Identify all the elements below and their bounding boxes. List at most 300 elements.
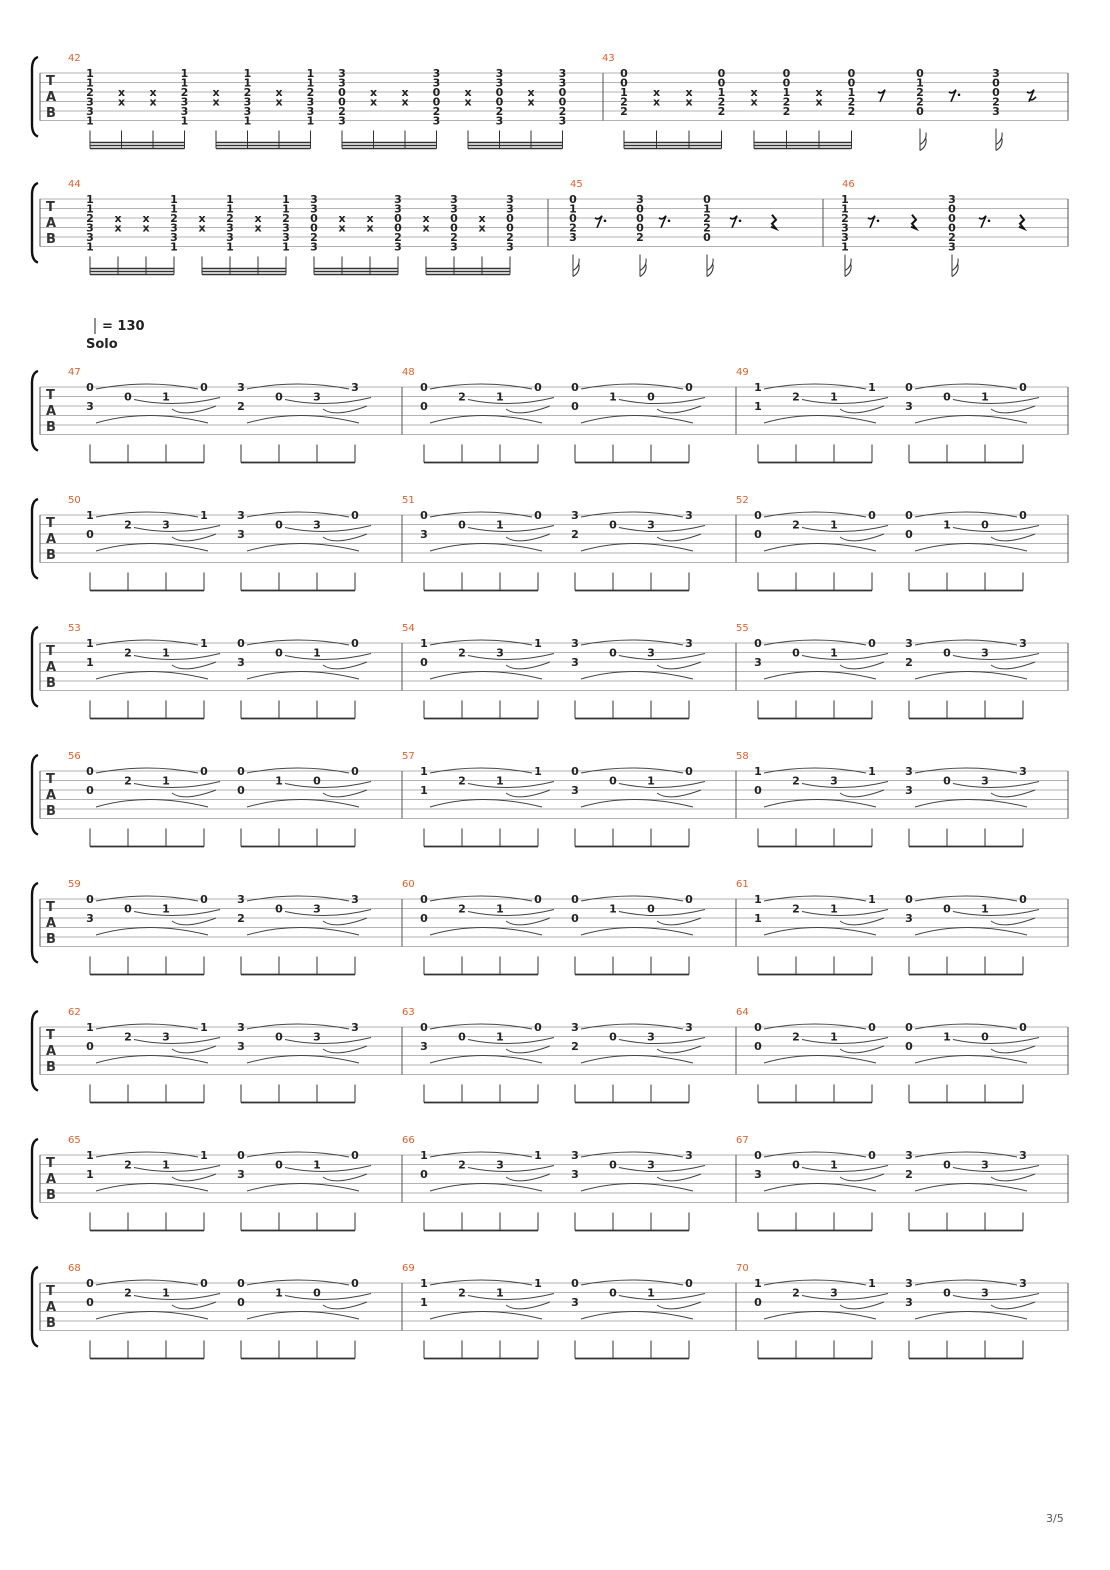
system-bracket bbox=[32, 883, 38, 963]
system-bracket bbox=[32, 371, 38, 451]
tie-arc bbox=[96, 512, 198, 517]
fret-number: 0 bbox=[905, 893, 913, 906]
fret-number: 1 bbox=[180, 76, 189, 90]
tie-arc bbox=[134, 654, 220, 660]
fret-number: 0 bbox=[495, 95, 504, 109]
fret-number: 1 bbox=[282, 240, 290, 254]
dead-note: x bbox=[275, 86, 283, 99]
tie-arc bbox=[506, 534, 550, 541]
tie-arc bbox=[430, 544, 542, 552]
fret-number: 0 bbox=[943, 390, 951, 404]
fret-number: 3 bbox=[237, 1040, 245, 1053]
fret-number: 0 bbox=[847, 76, 856, 90]
fret-number: 3 bbox=[450, 240, 458, 254]
fret-number: 0 bbox=[948, 202, 956, 216]
fret-number: 0 bbox=[86, 381, 94, 394]
measure bbox=[736, 1135, 1039, 1231]
note-flag bbox=[996, 133, 1002, 151]
tie-arc bbox=[764, 544, 876, 552]
measure-number: 69 bbox=[402, 1263, 415, 1274]
fret-number: 0 bbox=[981, 518, 989, 532]
measure-number: 57 bbox=[402, 751, 415, 762]
fret-number: 0 bbox=[609, 1030, 617, 1044]
measure bbox=[68, 751, 402, 847]
fret-number: 3 bbox=[685, 637, 693, 650]
fret-number: 2 bbox=[124, 774, 132, 788]
tie-arc bbox=[764, 1312, 876, 1320]
measure-number: 65 bbox=[68, 1135, 81, 1146]
fret-number: 0 bbox=[237, 765, 245, 778]
tie-arc bbox=[764, 1184, 876, 1192]
tab-clef-t: T bbox=[46, 772, 55, 787]
fret-number: 1 bbox=[162, 774, 170, 788]
fret-number: 0 bbox=[754, 509, 762, 522]
fret-number: 0 bbox=[86, 784, 94, 797]
tie-arc bbox=[764, 800, 876, 808]
tie-arc bbox=[802, 782, 888, 788]
dead-note: x bbox=[114, 212, 122, 225]
measure bbox=[736, 879, 1039, 975]
fret-number: 1 bbox=[170, 193, 178, 206]
measure bbox=[68, 623, 402, 719]
fret-number: 3 bbox=[905, 637, 913, 650]
solo-system bbox=[32, 623, 1068, 719]
tie-arc bbox=[915, 1024, 1017, 1029]
measure bbox=[402, 623, 736, 719]
tie-arc bbox=[172, 534, 216, 541]
fret-number: 0 bbox=[647, 902, 655, 916]
tab-clef-b: B bbox=[46, 232, 56, 247]
tie-arc bbox=[468, 526, 554, 532]
tab-clef-b: B bbox=[46, 676, 56, 691]
tab-clef-b: B bbox=[46, 804, 56, 819]
fret-number: 1 bbox=[534, 637, 542, 650]
fret-number: 0 bbox=[717, 67, 726, 80]
fret-number: 3 bbox=[992, 67, 1000, 80]
fret-number: 3 bbox=[338, 67, 346, 80]
fret-number: 2 bbox=[458, 1286, 466, 1300]
tie-arc bbox=[581, 416, 693, 424]
system-bracket bbox=[32, 755, 38, 835]
fret-number: 0 bbox=[351, 765, 359, 778]
tie-arc bbox=[247, 928, 359, 936]
fret-number: 2 bbox=[282, 212, 290, 225]
dead-note: x bbox=[815, 95, 823, 109]
fret-number: 0 bbox=[420, 1168, 428, 1181]
dead-note: x bbox=[815, 86, 823, 99]
fret-number: 3 bbox=[685, 1149, 693, 1162]
tie-arc bbox=[991, 406, 1035, 413]
fret-number: 0 bbox=[200, 765, 208, 778]
fret-number: 2 bbox=[620, 105, 628, 118]
fret-number: 3 bbox=[243, 105, 252, 118]
tie-arc bbox=[506, 790, 550, 797]
fret-number: 2 bbox=[792, 902, 800, 916]
fret-number: 1 bbox=[200, 509, 208, 522]
fret-number: 2 bbox=[124, 1030, 132, 1044]
fret-number: 0 bbox=[86, 765, 94, 778]
fret-number: 3 bbox=[495, 76, 504, 90]
dead-note: x bbox=[527, 95, 535, 109]
tie-arc bbox=[247, 800, 359, 808]
fret-number: 0 bbox=[420, 509, 428, 522]
tab-clef-b: B bbox=[46, 106, 56, 121]
system-bracket bbox=[32, 57, 38, 137]
tie-arc bbox=[285, 782, 371, 788]
dead-note: x bbox=[198, 221, 206, 235]
fret-number: 3 bbox=[86, 105, 94, 118]
note-flag bbox=[640, 259, 646, 277]
tie-arc bbox=[915, 416, 1027, 424]
fret-number: 0 bbox=[571, 893, 579, 906]
measure bbox=[68, 1263, 402, 1359]
fret-number: 0 bbox=[609, 646, 617, 660]
fret-number: 3 bbox=[992, 105, 1000, 118]
measure bbox=[68, 1007, 402, 1103]
tie-arc bbox=[915, 640, 1017, 645]
measure-number: 54 bbox=[402, 623, 415, 634]
rest-dot bbox=[668, 219, 671, 222]
fret-number: 0 bbox=[237, 1277, 245, 1290]
tie-arc bbox=[285, 526, 371, 532]
measure-number: 56 bbox=[68, 751, 81, 762]
tie-arc bbox=[96, 768, 198, 773]
dead-note: x bbox=[198, 212, 206, 225]
tie-arc bbox=[323, 534, 367, 541]
dead-note: x bbox=[464, 86, 472, 99]
fret-number: 3 bbox=[647, 1158, 655, 1172]
tie-arc bbox=[764, 416, 876, 424]
fret-number: 2 bbox=[458, 902, 466, 916]
tie-arc bbox=[247, 672, 359, 680]
fret-number: 3 bbox=[237, 509, 245, 522]
fret-number: 1 bbox=[420, 1296, 428, 1309]
tie-arc bbox=[840, 406, 884, 413]
fret-number: 1 bbox=[243, 76, 252, 90]
fret-number: 1 bbox=[647, 774, 655, 788]
fret-number: 3 bbox=[571, 509, 579, 522]
fret-number: 3 bbox=[685, 1021, 693, 1034]
fret-number: 0 bbox=[124, 902, 132, 916]
fret-number: 1 bbox=[496, 390, 504, 404]
tie-arc bbox=[581, 1280, 683, 1285]
tie-arc bbox=[953, 1038, 1039, 1044]
fret-number: 0 bbox=[847, 67, 856, 80]
dead-note: x bbox=[750, 95, 758, 109]
fret-number: 1 bbox=[534, 765, 542, 778]
tie-arc bbox=[506, 1302, 550, 1309]
fret-number: 0 bbox=[338, 86, 346, 99]
rest-dot bbox=[877, 219, 880, 222]
tie-arc bbox=[468, 398, 554, 404]
note-flag bbox=[573, 259, 579, 277]
dead-note: x bbox=[142, 212, 150, 225]
tie-arc bbox=[323, 1302, 367, 1309]
tie-arc bbox=[247, 1312, 359, 1320]
fret-number: 0 bbox=[310, 221, 318, 235]
fret-number: 0 bbox=[943, 902, 951, 916]
tie-arc bbox=[430, 768, 532, 773]
quarter-rest bbox=[911, 215, 916, 229]
fret-number: 2 bbox=[495, 105, 504, 118]
fret-number: 2 bbox=[703, 221, 711, 235]
fret-number: 3 bbox=[237, 1021, 245, 1034]
fret-number: 1 bbox=[86, 67, 94, 80]
measure-number: 64 bbox=[736, 1007, 749, 1018]
fret-number: 2 bbox=[432, 105, 441, 118]
solo-system bbox=[32, 367, 1068, 463]
tie-arc bbox=[247, 1280, 349, 1285]
tie-arc bbox=[581, 384, 683, 389]
fret-number: 3 bbox=[180, 105, 189, 118]
fret-number: 3 bbox=[170, 221, 178, 235]
fret-number: 0 bbox=[571, 912, 579, 925]
tie-arc bbox=[915, 1312, 1027, 1320]
tie-arc bbox=[915, 1280, 1017, 1285]
dead-note: x bbox=[254, 221, 262, 235]
fret-number: 3 bbox=[313, 518, 321, 532]
fret-number: 3 bbox=[432, 76, 441, 90]
tab-clef-b: B bbox=[46, 1188, 56, 1203]
tie-arc bbox=[323, 662, 367, 669]
rest-dot bbox=[988, 219, 991, 222]
tie-arc bbox=[172, 1046, 216, 1053]
tie-arc bbox=[247, 512, 349, 517]
fret-number: 2 bbox=[905, 1168, 913, 1181]
tab-clef-t: T bbox=[46, 1028, 55, 1043]
fret-number: 0 bbox=[1019, 1021, 1027, 1034]
fret-number: 0 bbox=[754, 1149, 762, 1162]
fret-number: 1 bbox=[620, 86, 628, 99]
tie-arc bbox=[619, 910, 705, 916]
fret-number: 3 bbox=[351, 381, 359, 394]
fret-number: 1 bbox=[86, 637, 94, 650]
tab-clef-a: A bbox=[46, 916, 57, 931]
fret-number: 0 bbox=[916, 67, 924, 80]
tie-arc bbox=[96, 896, 198, 901]
tie-arc bbox=[285, 654, 371, 660]
fret-number: 0 bbox=[506, 212, 514, 225]
fret-number: 3 bbox=[905, 784, 913, 797]
fret-number: 3 bbox=[905, 1277, 913, 1290]
fret-number: 1 bbox=[162, 1286, 170, 1300]
tie-arc bbox=[840, 1046, 884, 1053]
tie-arc bbox=[764, 672, 876, 680]
fret-number: 0 bbox=[237, 784, 245, 797]
fret-number: 0 bbox=[458, 518, 466, 532]
tie-arc bbox=[247, 384, 349, 389]
fret-number: 0 bbox=[905, 1021, 913, 1034]
fret-number: 0 bbox=[571, 765, 579, 778]
fret-number: 2 bbox=[992, 95, 1000, 109]
fret-number: 2 bbox=[558, 105, 567, 118]
tie-arc bbox=[581, 768, 683, 773]
fret-number: 3 bbox=[313, 902, 321, 916]
fret-number: 0 bbox=[420, 912, 428, 925]
fret-number: 1 bbox=[647, 1286, 655, 1300]
tie-arc bbox=[247, 1184, 359, 1192]
measure-number: 49 bbox=[736, 367, 749, 378]
eighth-rest bbox=[979, 216, 986, 228]
fret-number: 3 bbox=[571, 1296, 579, 1309]
fret-number: 1 bbox=[841, 240, 849, 254]
fret-number: 0 bbox=[647, 390, 655, 404]
tie-arc bbox=[430, 1280, 532, 1285]
measure-number: 59 bbox=[68, 879, 81, 890]
fret-number: 3 bbox=[237, 656, 245, 669]
fret-number: 3 bbox=[394, 202, 402, 216]
fret-number: 1 bbox=[86, 656, 94, 669]
tab-clef-b: B bbox=[46, 932, 56, 947]
tie-arc bbox=[953, 1166, 1039, 1172]
tie-arc bbox=[323, 406, 367, 413]
tab-clef-a: A bbox=[46, 532, 57, 547]
fret-number: 0 bbox=[275, 902, 283, 916]
tab-clef-a: A bbox=[46, 404, 57, 419]
fret-number: 2 bbox=[180, 86, 189, 99]
fret-number: 0 bbox=[310, 212, 318, 225]
tie-arc bbox=[619, 1038, 705, 1044]
tie-arc bbox=[506, 662, 550, 669]
fret-number: 0 bbox=[948, 221, 956, 235]
fret-number: 2 bbox=[948, 231, 956, 244]
fret-number: 1 bbox=[243, 67, 252, 80]
tie-arc bbox=[764, 1152, 866, 1157]
fret-number: 1 bbox=[86, 202, 94, 216]
fret-number: 0 bbox=[1019, 893, 1027, 906]
dead-note: x bbox=[366, 221, 374, 235]
fret-number: 1 bbox=[830, 518, 838, 532]
tie-arc bbox=[840, 790, 884, 797]
tie-arc bbox=[802, 1166, 888, 1172]
system-bracket bbox=[32, 499, 38, 579]
fret-number: 0 bbox=[943, 646, 951, 660]
fret-number: 0 bbox=[275, 646, 283, 660]
measure-number: 48 bbox=[402, 367, 415, 378]
fret-number: 2 bbox=[450, 231, 458, 244]
dead-note: x bbox=[149, 86, 157, 99]
solo-system bbox=[32, 879, 1068, 975]
fret-number: 0 bbox=[685, 1277, 693, 1290]
eighth-rest bbox=[659, 216, 666, 228]
measure bbox=[736, 1263, 1039, 1359]
fret-number: 1 bbox=[313, 646, 321, 660]
fret-number: 3 bbox=[180, 95, 189, 109]
fret-number: 1 bbox=[830, 902, 838, 916]
fret-number: 0 bbox=[943, 1286, 951, 1300]
fret-number: 1 bbox=[534, 1277, 542, 1290]
fret-number: 3 bbox=[905, 400, 913, 413]
fret-number: 3 bbox=[351, 1021, 359, 1034]
eighth-rest bbox=[730, 216, 737, 228]
fret-number: 0 bbox=[571, 1277, 579, 1290]
measure-number: 70 bbox=[736, 1263, 749, 1274]
tie-arc bbox=[657, 918, 701, 925]
solo-system bbox=[32, 495, 1068, 591]
fret-number: 3 bbox=[685, 509, 693, 522]
measure-number: 55 bbox=[736, 623, 749, 634]
system-bracket bbox=[32, 627, 38, 707]
tie-arc bbox=[430, 896, 532, 901]
measure bbox=[736, 751, 1039, 847]
fret-number: 0 bbox=[571, 400, 579, 413]
fret-number: 0 bbox=[420, 381, 428, 394]
note-flag bbox=[707, 259, 713, 277]
fret-number: 3 bbox=[1019, 1149, 1027, 1162]
dead-note: x bbox=[212, 95, 220, 109]
fret-number: 1 bbox=[830, 1030, 838, 1044]
fret-number: 2 bbox=[458, 390, 466, 404]
tie-arc bbox=[96, 672, 208, 680]
fret-number: 3 bbox=[237, 528, 245, 541]
fret-number: 0 bbox=[1019, 381, 1027, 394]
tie-arc bbox=[915, 1152, 1017, 1157]
fret-number: 1 bbox=[868, 1277, 876, 1290]
fret-number: 1 bbox=[306, 67, 315, 80]
fret-number: 0 bbox=[458, 1030, 466, 1044]
dead-note: x bbox=[338, 212, 346, 225]
tie-arc bbox=[134, 1166, 220, 1172]
tab-systems bbox=[32, 53, 1068, 1359]
fret-number: 0 bbox=[495, 86, 504, 99]
rest-dot bbox=[739, 219, 742, 222]
dead-note: x bbox=[478, 212, 486, 225]
tie-arc bbox=[468, 782, 554, 788]
fret-number: 0 bbox=[534, 893, 542, 906]
fret-number: 2 bbox=[717, 105, 726, 118]
fret-number: 3 bbox=[432, 67, 441, 80]
fret-number: 0 bbox=[943, 1158, 951, 1172]
measure-number: 63 bbox=[402, 1007, 415, 1018]
fret-number: 3 bbox=[841, 231, 849, 244]
fret-number: 1 bbox=[275, 1286, 283, 1300]
fret-number: 0 bbox=[420, 893, 428, 906]
fret-number: 3 bbox=[981, 774, 989, 788]
tie-arc bbox=[96, 640, 198, 645]
tie-arc bbox=[764, 768, 866, 773]
fret-number: 0 bbox=[200, 893, 208, 906]
fret-number: 0 bbox=[86, 528, 94, 541]
fret-number: 0 bbox=[338, 95, 346, 109]
tie-arc bbox=[247, 768, 349, 773]
fret-number: 0 bbox=[420, 400, 428, 413]
fret-number: 2 bbox=[792, 518, 800, 532]
fret-number: 1 bbox=[226, 193, 234, 206]
fret-number: 3 bbox=[237, 1168, 245, 1181]
tab-clef-a: A bbox=[46, 660, 57, 675]
section-label: Solo bbox=[86, 337, 118, 352]
fret-number: 1 bbox=[162, 902, 170, 916]
fret-number: 3 bbox=[237, 381, 245, 394]
measure bbox=[402, 1135, 736, 1231]
measure bbox=[68, 495, 402, 591]
tie-arc bbox=[764, 384, 866, 389]
dead-note: x bbox=[254, 212, 262, 225]
fret-number: 3 bbox=[647, 646, 655, 660]
fret-number: 3 bbox=[571, 1168, 579, 1181]
fret-number: 3 bbox=[338, 114, 346, 128]
dead-note: x bbox=[401, 95, 409, 109]
fret-number: 1 bbox=[313, 1158, 321, 1172]
tie-arc bbox=[285, 1166, 371, 1172]
fret-number: 0 bbox=[609, 1158, 617, 1172]
tie-arc bbox=[247, 544, 359, 552]
fret-number: 3 bbox=[571, 784, 579, 797]
fret-number: 0 bbox=[782, 76, 791, 90]
fret-number: 0 bbox=[558, 95, 567, 109]
measure-number: 46 bbox=[842, 179, 855, 190]
tie-arc bbox=[764, 928, 876, 936]
